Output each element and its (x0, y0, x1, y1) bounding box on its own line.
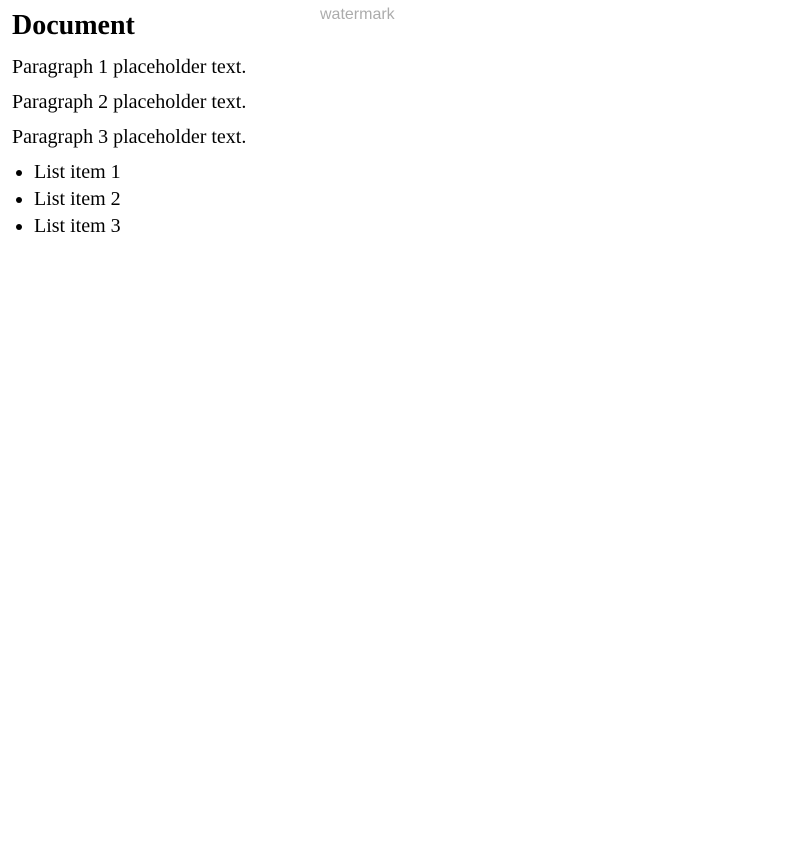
document-title: Document (12, 10, 135, 41)
bullet-list (12, 159, 785, 240)
list-item: • List item 1 (34, 159, 785, 186)
paragraph: Paragraph 3 placeholder text. (12, 126, 247, 148)
paragraph: Paragraph 1 placeholder text. (12, 56, 247, 78)
watermark: watermark (320, 6, 395, 23)
list-item: • List item 2 (34, 186, 785, 213)
list-item: • List item 3 (34, 213, 785, 240)
paragraph: Paragraph 2 placeholder text. (12, 91, 247, 113)
